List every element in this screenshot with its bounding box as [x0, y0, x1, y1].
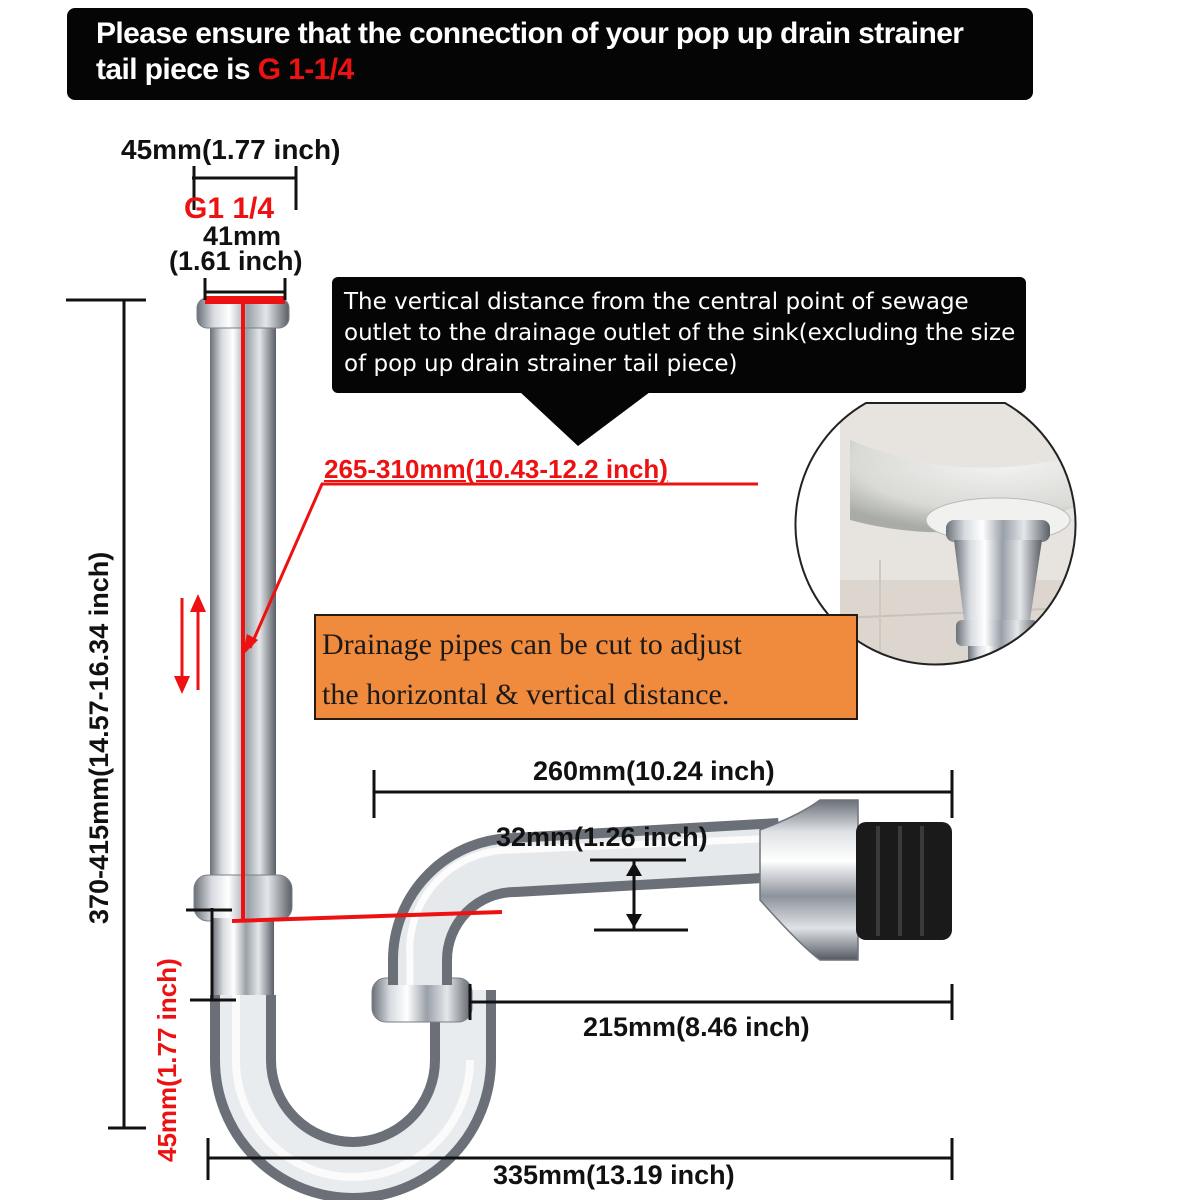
banner-line-1: Please ensure that the connection of your pop up drain strainer	[96, 17, 964, 50]
trap-stub	[212, 918, 274, 998]
pipe-diameter-label: 32mm(1.26 inch)	[496, 822, 708, 852]
top-red-bar	[205, 296, 285, 304]
thread-size-label: G1 1/4	[184, 192, 275, 225]
distance-callout-text: The vertical distance from the central point of sewage outlet to the drainage outlet of the sink(excluding the size of pop up drain strainer tail piece)	[344, 289, 1016, 377]
trap-offset-label: 45mm(1.77 inch)	[152, 958, 182, 1162]
vertical-adjust-label: 265-310mm(10.43-12.2 inch)	[324, 454, 668, 484]
note-line-2: the horizontal & vertical distance.	[322, 678, 730, 711]
up-down-arrows-icon	[174, 594, 206, 694]
banner-thread-highlight: G 1-1/4	[257, 53, 354, 86]
note-line-1: Drainage pipes can be cut to adjust	[322, 628, 742, 661]
inner-diameter-mm-label: 41mm	[203, 221, 282, 251]
elbow-pipe	[420, 850, 780, 985]
banner-line-2-prefix: tail piece is	[96, 53, 258, 86]
inner-diameter-inch-label: (1.61 inch)	[169, 246, 303, 276]
rubber-adapter	[856, 822, 952, 940]
triangle-pointer-icon	[520, 392, 650, 446]
banner-line-2	[96, 52, 1026, 88]
total-width-label: 335mm(13.19 inch)	[493, 1160, 735, 1190]
horizontal-mid-label: 215mm(8.46 inch)	[583, 1012, 810, 1042]
banner-text	[96, 16, 1026, 88]
top-width-label: 45mm(1.77 inch)	[121, 134, 341, 165]
wall-escutcheon	[760, 800, 858, 960]
cut-to-adjust-note-text	[322, 620, 854, 720]
horizontal-top-label: 260mm(10.24 inch)	[533, 756, 775, 786]
total-height-label: 370-415mm(14.57-16.34 inch)	[84, 551, 114, 924]
